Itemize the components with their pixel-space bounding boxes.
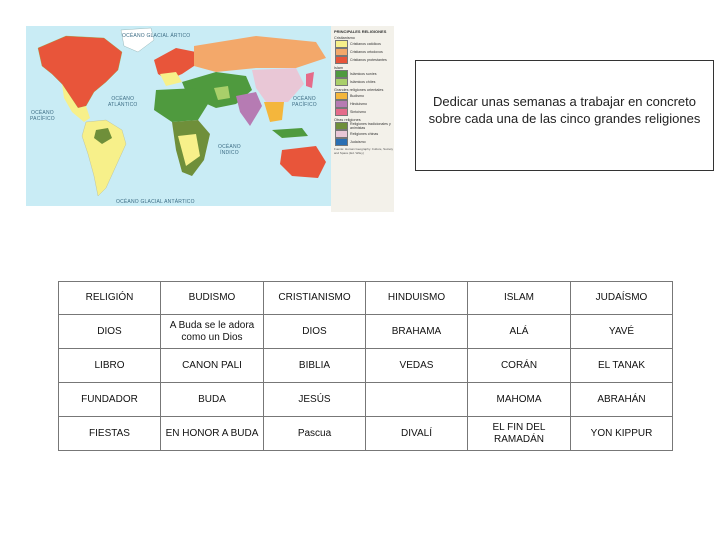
table-row — [59, 417, 673, 451]
legend-item — [331, 122, 394, 130]
legend-item — [331, 56, 394, 64]
table-cell: BRAHAMA — [366, 315, 468, 349]
table-cell: JESÚS — [264, 383, 366, 417]
table-cell: DIOS — [59, 315, 161, 349]
table-cell: CRISTIANISMO — [264, 282, 366, 315]
table-cell: EL FIN DEL RAMADÁN — [468, 417, 571, 451]
task-text: Dedicar unas semanas a trabajar en concreto sobre cada una de las cinco grandes religiones — [428, 94, 701, 126]
pacific-ocean-east-label: OCÉANO PACÍFICO — [292, 96, 317, 108]
table-cell: ABRAHÁN — [571, 383, 673, 417]
legend-item — [331, 130, 394, 138]
legend-group-label: Cristianismo — [334, 36, 355, 40]
legend-source: Fuente: Human Geography. Culture, Society and Space (Ed. Wiley) — [334, 147, 393, 155]
legend-item — [331, 108, 394, 116]
table-cell: RELIGIÓN — [59, 282, 161, 315]
legend-swatch — [335, 108, 348, 116]
legend-item-label: Islámicos chiíes — [350, 80, 376, 84]
table-cell: ALÁ — [468, 315, 571, 349]
task-box — [415, 60, 714, 171]
legend-item-label: Judaísmo — [350, 140, 366, 144]
arctic-ocean-label: OCÉANO GLACIAL ÁRTICO — [122, 33, 191, 39]
table-cell: BUDISMO — [161, 282, 264, 315]
table-cell: EN HONOR A BUDA — [161, 417, 264, 451]
pacific-ocean-west-label: OCÉANO PACÍFICO — [30, 110, 55, 122]
table-cell: ISLAM — [468, 282, 571, 315]
legend-item-label: Cristianos ortodoxos — [350, 50, 383, 54]
legend-swatch — [335, 138, 348, 146]
religions-table — [58, 281, 673, 451]
world-map-image — [26, 26, 331, 212]
antarctic-ocean-label: OCÉANO GLACIAL ANTÁRTICO — [116, 199, 195, 205]
world-map-drawing — [26, 26, 331, 212]
table-cell: CORÁN — [468, 349, 571, 383]
legend-swatch — [335, 48, 348, 56]
table-cell: JUDAÍSMO — [571, 282, 673, 315]
legend-item-label: Budismo — [350, 94, 364, 98]
legend-item-label: Hinduismo — [350, 102, 367, 106]
legend-item-label: Religiones chinas — [350, 132, 379, 136]
map-legend — [331, 26, 394, 212]
table-cell: BUDA — [161, 383, 264, 417]
legend-item — [331, 100, 394, 108]
legend-swatch — [335, 130, 348, 138]
legend-item-label: Cristianos protestantes — [350, 58, 387, 62]
table-row — [59, 383, 673, 417]
legend-item — [331, 40, 394, 48]
legend-group-label: Grandes religiones orientales — [334, 88, 384, 92]
legend-title: PRINCIPALES RELIGIONES — [334, 29, 387, 34]
legend-swatch — [335, 78, 348, 86]
religions-world-map — [26, 26, 394, 212]
table-cell: VEDAS — [366, 349, 468, 383]
legend-item — [331, 48, 394, 56]
legend-swatch — [335, 70, 348, 78]
table-header-row — [59, 282, 673, 315]
legend-group-label: Otras religiones — [334, 118, 361, 122]
table-cell: BIBLIA — [264, 349, 366, 383]
table-cell: Pascua — [264, 417, 366, 451]
legend-item-label: Religiones tradicionales y animistas — [350, 122, 391, 130]
table-cell: DIVALÍ — [366, 417, 468, 451]
legend-swatch — [335, 56, 348, 64]
table-cell: HINDUISMO — [366, 282, 468, 315]
legend-swatch — [335, 92, 348, 100]
indian-ocean-label: OCÉANO ÍNDICO — [218, 144, 241, 156]
table-cell: CANON PALI — [161, 349, 264, 383]
table-row — [59, 315, 673, 349]
table-cell: MAHOMA — [468, 383, 571, 417]
table-cell: FUNDADOR — [59, 383, 161, 417]
atlantic-ocean-label: OCÉANO ATLÁNTICO — [108, 96, 138, 108]
legend-item — [331, 92, 394, 100]
legend-item — [331, 138, 394, 146]
table-cell: A Buda se le adora como un Dios — [161, 315, 264, 349]
table-cell: EL TANAK — [571, 349, 673, 383]
legend-item-label: Sintoísmo — [350, 110, 366, 114]
table-cell — [366, 383, 468, 417]
table-cell: DIOS — [264, 315, 366, 349]
legend-item — [331, 78, 394, 86]
legend-swatch — [335, 40, 348, 48]
legend-item — [331, 70, 394, 78]
legend-swatch — [335, 122, 348, 130]
table-cell: YAVÉ — [571, 315, 673, 349]
legend-group-label: Islam — [334, 66, 344, 70]
table-cell: YON KIPPUR — [571, 417, 673, 451]
table-row — [59, 349, 673, 383]
table-cell: LIBRO — [59, 349, 161, 383]
table-cell: FIESTAS — [59, 417, 161, 451]
legend-item-label: Cristianos católicos — [350, 42, 381, 46]
legend-swatch — [335, 100, 348, 108]
legend-item-label: Islámicos suníes — [350, 72, 377, 76]
